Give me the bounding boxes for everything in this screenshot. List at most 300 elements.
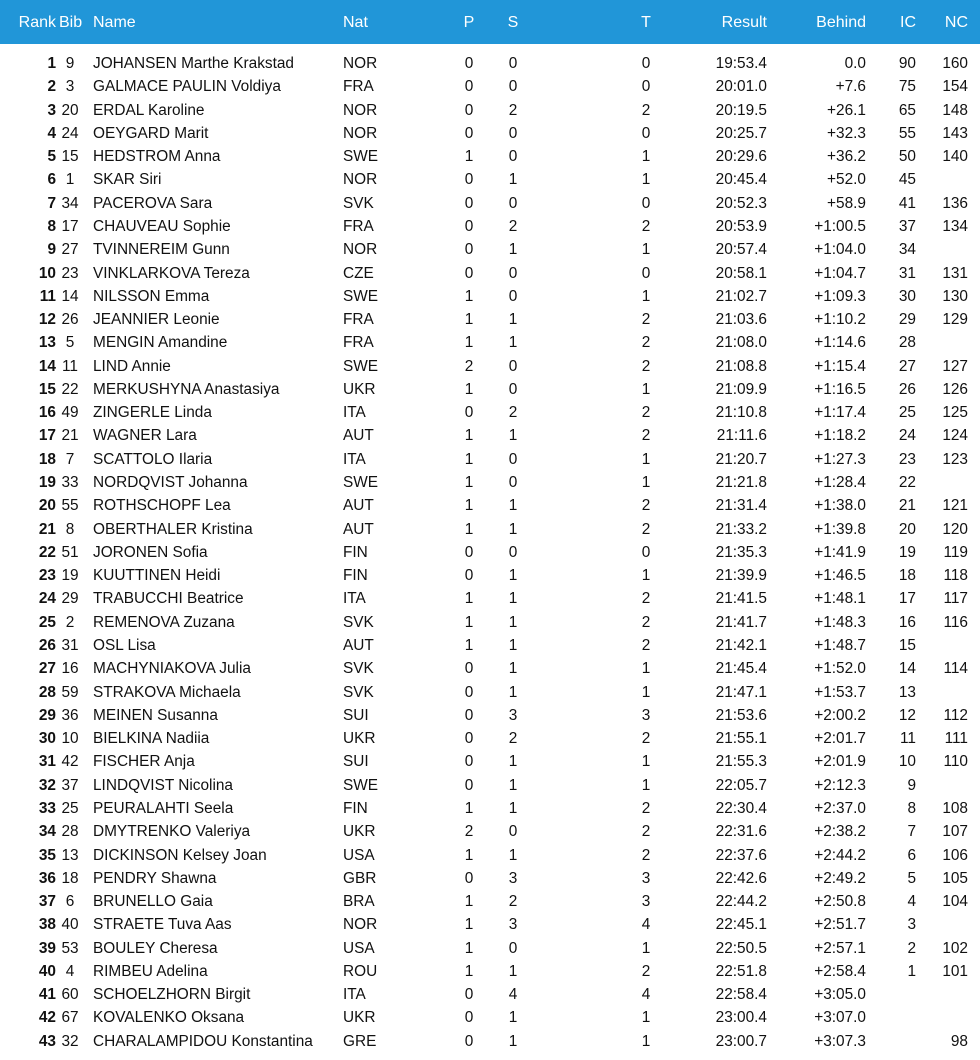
cell-name: PACEROVA Sara (93, 194, 213, 212)
cell-nat: ITA (343, 450, 366, 468)
cell-ic-points: 27 (898, 357, 916, 375)
cell-behind: +3:07.0 (814, 1009, 866, 1027)
cell-result: 22:05.7 (715, 776, 767, 794)
table-row[interactable] (0, 75, 980, 98)
cell-penalty-prone: 1 (464, 590, 474, 608)
table-row[interactable] (0, 611, 980, 634)
cell-penalty-total: 2 (641, 823, 651, 841)
cell-result: 23:00.7 (715, 1032, 767, 1050)
cell-nat: NOR (343, 916, 378, 934)
column-header-t[interactable]: T (641, 14, 651, 31)
column-header-ic[interactable]: IC (900, 14, 916, 31)
cell-rank: 18 (38, 450, 56, 468)
cell-bib: 18 (61, 869, 79, 887)
cell-result: 22:58.4 (715, 986, 767, 1004)
cell-penalty-prone: 0 (464, 543, 474, 561)
cell-penalty-standing: 0 (508, 55, 518, 72)
cell-nat: USA (343, 939, 375, 957)
cell-name: BOULEY Cheresa (93, 939, 218, 957)
cell-penalty-total: 2 (641, 730, 651, 748)
table-row[interactable] (0, 378, 980, 401)
cell-penalty-prone: 2 (464, 357, 474, 375)
cell-penalty-total: 3 (641, 706, 651, 724)
table-row[interactable] (0, 308, 980, 331)
cell-rank: 33 (38, 799, 56, 817)
cell-name: JEANNIER Leonie (93, 311, 220, 329)
cell-ic-points: 45 (898, 171, 916, 189)
cell-ic-points: 34 (898, 241, 916, 259)
cell-ic-points: 9 (907, 776, 916, 794)
cell-behind: +1:41.9 (814, 543, 866, 561)
cell-nc-points: 126 (942, 380, 968, 398)
table-row[interactable] (0, 797, 980, 820)
cell-bib: 16 (61, 660, 79, 678)
cell-rank: 28 (38, 683, 56, 701)
cell-penalty-total: 3 (641, 869, 651, 887)
cell-result: 20:19.5 (715, 101, 767, 119)
cell-penalty-standing: 0 (508, 450, 518, 468)
cell-bib: 34 (61, 194, 79, 212)
cell-name: RIMBEU Adelina (93, 962, 208, 980)
cell-rank: 5 (47, 148, 56, 166)
cell-bib: 32 (61, 1032, 79, 1050)
table-row[interactable] (0, 541, 980, 564)
cell-rank: 42 (38, 1009, 56, 1027)
cell-penalty-standing: 1 (508, 637, 518, 654)
table-row[interactable] (0, 983, 980, 1006)
cell-behind: +36.2 (827, 148, 866, 166)
cell-nc-points: 118 (943, 567, 968, 585)
cell-result: 21:03.6 (715, 311, 767, 329)
cell-result: 22:45.1 (715, 916, 767, 934)
cell-nat: SWE (343, 357, 379, 375)
column-header-nat[interactable]: Nat (343, 14, 368, 31)
cell-ic-points: 31 (898, 264, 916, 282)
cell-penalty-standing: 1 (508, 567, 518, 585)
cell-nat: AUT (343, 497, 374, 515)
table-row[interactable] (0, 331, 980, 354)
cell-name: CHARALAMPIDOU Konstantina (93, 1032, 313, 1050)
cell-penalty-standing: 1 (508, 613, 518, 631)
cell-nat: CZE (343, 264, 374, 282)
cell-rank: 23 (38, 567, 56, 585)
cell-ic-points: 21 (898, 497, 916, 515)
table-row[interactable] (0, 145, 980, 168)
cell-behind: +2:01.7 (814, 730, 866, 748)
cell-penalty-total: 2 (641, 846, 651, 864)
cell-nc-points: 130 (942, 287, 968, 305)
cell-penalty-total: 0 (641, 264, 651, 282)
cell-penalty-prone: 0 (464, 1009, 474, 1027)
cell-nc-points: 106 (942, 846, 968, 864)
cell-result: 22:44.2 (715, 893, 767, 911)
cell-result: 21:09.9 (715, 380, 767, 398)
cell-penalty-standing: 0 (508, 148, 518, 166)
cell-ic-points: 23 (898, 450, 916, 468)
table-row[interactable] (0, 913, 980, 936)
table-row[interactable] (0, 52, 980, 75)
cell-nc-points: 140 (942, 148, 968, 166)
cell-rank: 34 (38, 823, 56, 841)
cell-ic-points: 15 (898, 637, 916, 654)
cell-penalty-standing: 2 (508, 404, 518, 422)
cell-behind: +1:52.0 (814, 660, 866, 678)
cell-rank: 11 (39, 287, 56, 305)
table-row[interactable] (0, 657, 980, 680)
cell-penalty-prone: 1 (464, 287, 474, 305)
cell-behind: +1:53.7 (814, 683, 866, 701)
cell-penalty-standing: 0 (508, 78, 518, 96)
table-row[interactable] (0, 168, 980, 191)
cell-penalty-total: 4 (641, 916, 651, 934)
table-row[interactable] (0, 867, 980, 890)
column-header-rank[interactable]: Rank (18, 14, 56, 31)
cell-ic-points: 26 (898, 380, 916, 398)
cell-bib: 13 (61, 846, 79, 864)
cell-bib: 36 (61, 706, 79, 724)
cell-penalty-prone: 1 (464, 148, 474, 166)
cell-name: TVINNEREIM Gunn (93, 241, 230, 259)
cell-rank: 7 (47, 194, 56, 212)
table-row[interactable] (0, 262, 980, 285)
cell-penalty-prone: 1 (464, 474, 474, 492)
cell-penalty-total: 1 (641, 660, 651, 678)
cell-bib: 29 (61, 590, 79, 608)
cell-nc-points: 117 (943, 590, 968, 608)
cell-result: 21:35.3 (715, 543, 767, 561)
cell-ic-points: 24 (898, 427, 916, 445)
cell-nat: AUT (343, 520, 374, 538)
table-row[interactable] (0, 494, 980, 517)
cell-rank: 36 (38, 869, 56, 887)
cell-nat: FRA (343, 311, 374, 329)
table-row[interactable] (0, 471, 980, 494)
cell-bib: 22 (61, 380, 79, 398)
cell-name: MENGIN Amandine (93, 334, 228, 352)
cell-behind: +1:00.5 (814, 217, 866, 235)
cell-result: 21:20.7 (715, 450, 767, 468)
cell-rank: 43 (38, 1032, 56, 1050)
cell-bib: 8 (65, 520, 75, 538)
cell-nat: NOR (343, 241, 378, 259)
cell-behind: +1:46.5 (814, 567, 866, 585)
cell-behind: +2:01.9 (814, 753, 866, 771)
cell-result: 21:02.7 (715, 287, 767, 305)
cell-nat: FRA (343, 217, 374, 235)
cell-behind: +1:39.8 (814, 520, 866, 538)
cell-nat: SUI (343, 753, 369, 771)
cell-penalty-total: 1 (641, 171, 651, 189)
cell-name: LIND Annie (93, 357, 171, 375)
cell-rank: 30 (38, 730, 56, 748)
cell-penalty-standing: 2 (508, 101, 518, 119)
cell-penalty-prone: 0 (464, 753, 474, 771)
cell-bib: 49 (61, 404, 79, 422)
cell-bib: 25 (61, 799, 79, 817)
cell-penalty-standing: 0 (508, 124, 518, 142)
column-header-nc[interactable]: NC (944, 14, 968, 31)
table-row[interactable] (0, 424, 980, 447)
cell-behind: +3:05.0 (814, 986, 866, 1004)
cell-nc-points: 127 (942, 357, 968, 375)
cell-bib: 10 (61, 730, 79, 748)
cell-penalty-standing: 4 (508, 986, 518, 1004)
cell-result: 21:41.7 (715, 613, 767, 631)
cell-name: SCATTOLO Ilaria (93, 450, 213, 468)
table-row[interactable] (0, 1006, 980, 1029)
cell-penalty-prone: 1 (464, 846, 474, 864)
table-row[interactable] (0, 681, 980, 704)
cell-penalty-total: 1 (641, 148, 651, 166)
cell-nc-points: 102 (942, 939, 968, 957)
table-row[interactable] (0, 99, 980, 122)
cell-nat: UKR (343, 730, 376, 748)
cell-behind: +1:14.6 (814, 334, 866, 352)
cell-penalty-prone: 0 (464, 776, 474, 794)
cell-result: 20:58.1 (715, 264, 767, 282)
cell-bib: 59 (61, 683, 79, 701)
cell-behind: +1:10.2 (814, 311, 866, 329)
cell-penalty-total: 1 (641, 474, 651, 492)
cell-bib: 42 (61, 753, 79, 771)
cell-nc-points: 120 (942, 520, 968, 538)
cell-nat: ITA (343, 986, 366, 1004)
table-row[interactable] (0, 401, 980, 424)
cell-penalty-total: 2 (641, 311, 651, 329)
table-row[interactable] (0, 122, 980, 145)
cell-rank: 13 (38, 334, 56, 352)
table-row[interactable] (0, 727, 980, 750)
cell-penalty-prone: 1 (464, 334, 474, 352)
cell-nat: FRA (343, 334, 374, 352)
cell-bib: 53 (61, 939, 79, 957)
cell-nc-points: 129 (942, 311, 968, 329)
cell-behind: +1:27.3 (814, 450, 866, 468)
cell-rank: 19 (38, 474, 56, 492)
cell-name: BRUNELLO Gaia (93, 893, 213, 911)
cell-ic-points: 3 (907, 916, 916, 934)
table-row[interactable] (0, 750, 980, 773)
cell-penalty-standing: 0 (508, 474, 518, 492)
cell-penalty-prone: 1 (464, 637, 474, 654)
table-row[interactable] (0, 238, 980, 261)
column-header-bib[interactable]: Bib (59, 14, 83, 31)
cell-behind: +1:17.4 (814, 404, 866, 422)
column-header-result[interactable]: Result (721, 14, 767, 31)
cell-penalty-standing: 1 (508, 590, 518, 608)
cell-penalty-total: 2 (641, 101, 651, 119)
cell-penalty-total: 1 (641, 1032, 651, 1050)
cell-nat: ITA (343, 404, 366, 422)
cell-behind: +2:51.7 (814, 916, 866, 934)
cell-penalty-standing: 0 (508, 287, 518, 305)
cell-nat: AUT (343, 637, 374, 654)
cell-bib: 2 (65, 613, 75, 631)
cell-nc-points: 101 (942, 962, 968, 980)
column-header-behind[interactable]: Behind (816, 14, 866, 31)
cell-penalty-total: 1 (641, 567, 651, 585)
cell-penalty-standing: 1 (508, 776, 518, 794)
cell-ic-points: 10 (898, 753, 916, 771)
cell-result: 22:30.4 (715, 799, 767, 817)
cell-name: OEYGARD Marit (93, 124, 209, 142)
table-row[interactable] (0, 448, 980, 471)
table-row[interactable] (0, 192, 980, 215)
cell-bib: 23 (61, 264, 79, 282)
cell-penalty-total: 2 (641, 357, 651, 375)
cell-penalty-total: 1 (641, 1009, 651, 1027)
cell-rank: 6 (47, 171, 56, 189)
table-row[interactable] (0, 215, 980, 238)
cell-nc-points: 160 (942, 55, 968, 72)
table-row[interactable] (0, 1030, 980, 1053)
cell-result: 20:52.3 (715, 194, 767, 212)
table-row[interactable] (0, 890, 980, 913)
cell-name: HEDSTROM Anna (93, 148, 221, 166)
cell-penalty-standing: 0 (508, 357, 518, 375)
column-header-p[interactable]: P (463, 14, 475, 31)
table-row[interactable] (0, 774, 980, 797)
cell-penalty-standing: 1 (508, 846, 518, 864)
cell-rank: 26 (38, 637, 56, 654)
cell-result: 20:29.6 (715, 148, 767, 166)
cell-penalty-total: 1 (641, 939, 651, 957)
cell-bib: 40 (61, 916, 79, 934)
cell-bib: 67 (61, 1009, 79, 1027)
cell-ic-points: 50 (898, 148, 916, 166)
cell-penalty-prone: 1 (464, 799, 474, 817)
cell-nc-points: 148 (942, 101, 968, 119)
cell-nat: NOR (343, 55, 378, 72)
cell-behind: +1:16.5 (814, 380, 866, 398)
cell-name: STRAKOVA Michaela (93, 683, 241, 701)
cell-behind: +1:18.2 (814, 427, 866, 445)
cell-penalty-prone: 0 (464, 660, 474, 678)
cell-nat: ROU (343, 962, 378, 980)
cell-penalty-total: 1 (641, 753, 651, 771)
table-row[interactable] (0, 518, 980, 541)
cell-nat: FIN (343, 799, 368, 817)
cell-rank: 41 (38, 986, 56, 1004)
table-row[interactable] (0, 587, 980, 610)
cell-penalty-prone: 1 (464, 427, 474, 445)
cell-penalty-prone: 1 (464, 520, 474, 538)
table-row[interactable] (0, 704, 980, 727)
cell-bib: 6 (65, 893, 75, 911)
cell-penalty-prone: 0 (464, 567, 474, 585)
cell-penalty-total: 0 (641, 124, 651, 142)
cell-nat: UKR (343, 823, 376, 841)
cell-nat: BRA (343, 893, 375, 911)
table-row[interactable] (0, 820, 980, 843)
cell-result: 21:08.8 (715, 357, 767, 375)
cell-behind: +1:15.4 (814, 357, 866, 375)
cell-bib: 11 (62, 357, 78, 375)
cell-ic-points: 13 (898, 683, 916, 701)
cell-behind: +2:00.2 (814, 706, 866, 724)
cell-nat: SWE (343, 148, 379, 166)
cell-result: 20:01.0 (715, 78, 767, 96)
table-row[interactable] (0, 285, 980, 308)
cell-ic-points: 16 (898, 613, 916, 631)
cell-penalty-standing: 1 (508, 334, 518, 352)
cell-ic-points: 90 (898, 55, 916, 72)
cell-nat: NOR (343, 101, 378, 119)
cell-ic-points: 1 (907, 962, 916, 980)
table-row[interactable] (0, 355, 980, 378)
cell-ic-points: 6 (907, 846, 916, 864)
cell-ic-points: 75 (898, 78, 916, 96)
cell-name: KOVALENKO Oksana (93, 1009, 245, 1027)
cell-rank: 22 (38, 543, 56, 561)
cell-result: 21:41.5 (715, 590, 767, 608)
cell-penalty-prone: 0 (464, 171, 474, 189)
cell-ic-points: 4 (907, 893, 916, 911)
cell-result: 21:42.1 (715, 637, 767, 654)
cell-penalty-prone: 0 (464, 869, 474, 887)
cell-penalty-total: 2 (641, 217, 651, 235)
cell-result: 22:50.5 (715, 939, 767, 957)
cell-name: MERKUSHYNA Anastasiya (93, 380, 280, 398)
cell-result: 21:55.1 (715, 730, 767, 748)
cell-behind: +1:48.3 (814, 613, 866, 631)
table-row[interactable] (0, 844, 980, 867)
cell-rank: 15 (38, 380, 56, 398)
cell-ic-points: 29 (898, 311, 916, 329)
cell-penalty-total: 1 (641, 287, 651, 305)
cell-penalty-standing: 1 (508, 427, 518, 445)
cell-nc-points: 125 (942, 404, 968, 422)
column-header-name[interactable]: Name (93, 14, 136, 31)
cell-nat: AUT (343, 427, 374, 445)
cell-ic-points: 19 (898, 543, 916, 561)
cell-penalty-prone: 1 (464, 380, 474, 398)
cell-name: BIELKINA Nadiia (93, 730, 210, 748)
cell-name: PENDRY Shawna (93, 869, 217, 887)
table-row[interactable] (0, 937, 980, 960)
cell-penalty-prone: 1 (464, 311, 474, 329)
table-row[interactable] (0, 634, 980, 657)
table-row[interactable] (0, 564, 980, 587)
cell-penalty-prone: 1 (464, 497, 474, 515)
cell-nc-points: 121 (942, 497, 968, 515)
cell-penalty-standing: 0 (508, 939, 518, 957)
table-row[interactable] (0, 960, 980, 983)
cell-penalty-total: 2 (641, 637, 651, 654)
cell-penalty-standing: 0 (508, 264, 518, 282)
cell-ic-points: 14 (898, 660, 916, 678)
cell-penalty-standing: 2 (508, 730, 518, 748)
cell-ic-points: 5 (907, 869, 916, 887)
cell-penalty-total: 1 (641, 450, 651, 468)
cell-ic-points: 55 (898, 124, 916, 142)
cell-rank: 35 (38, 846, 56, 864)
cell-behind: +7.6 (835, 78, 866, 96)
cell-nc-points: 143 (942, 124, 968, 142)
cell-bib: 27 (61, 241, 79, 259)
cell-penalty-prone: 0 (464, 404, 474, 422)
column-header-s[interactable]: S (507, 14, 519, 31)
cell-name: DICKINSON Kelsey Joan (93, 846, 267, 864)
cell-behind: +2:37.0 (814, 799, 866, 817)
cell-name: DMYTRENKO Valeriya (93, 823, 251, 841)
cell-penalty-standing: 0 (508, 380, 518, 398)
cell-result: 21:11.6 (716, 427, 767, 445)
cell-penalty-prone: 0 (464, 55, 474, 72)
cell-result: 20:45.4 (715, 171, 767, 189)
cell-rank: 21 (38, 520, 56, 538)
cell-name: KUUTTINEN Heidi (93, 567, 221, 585)
